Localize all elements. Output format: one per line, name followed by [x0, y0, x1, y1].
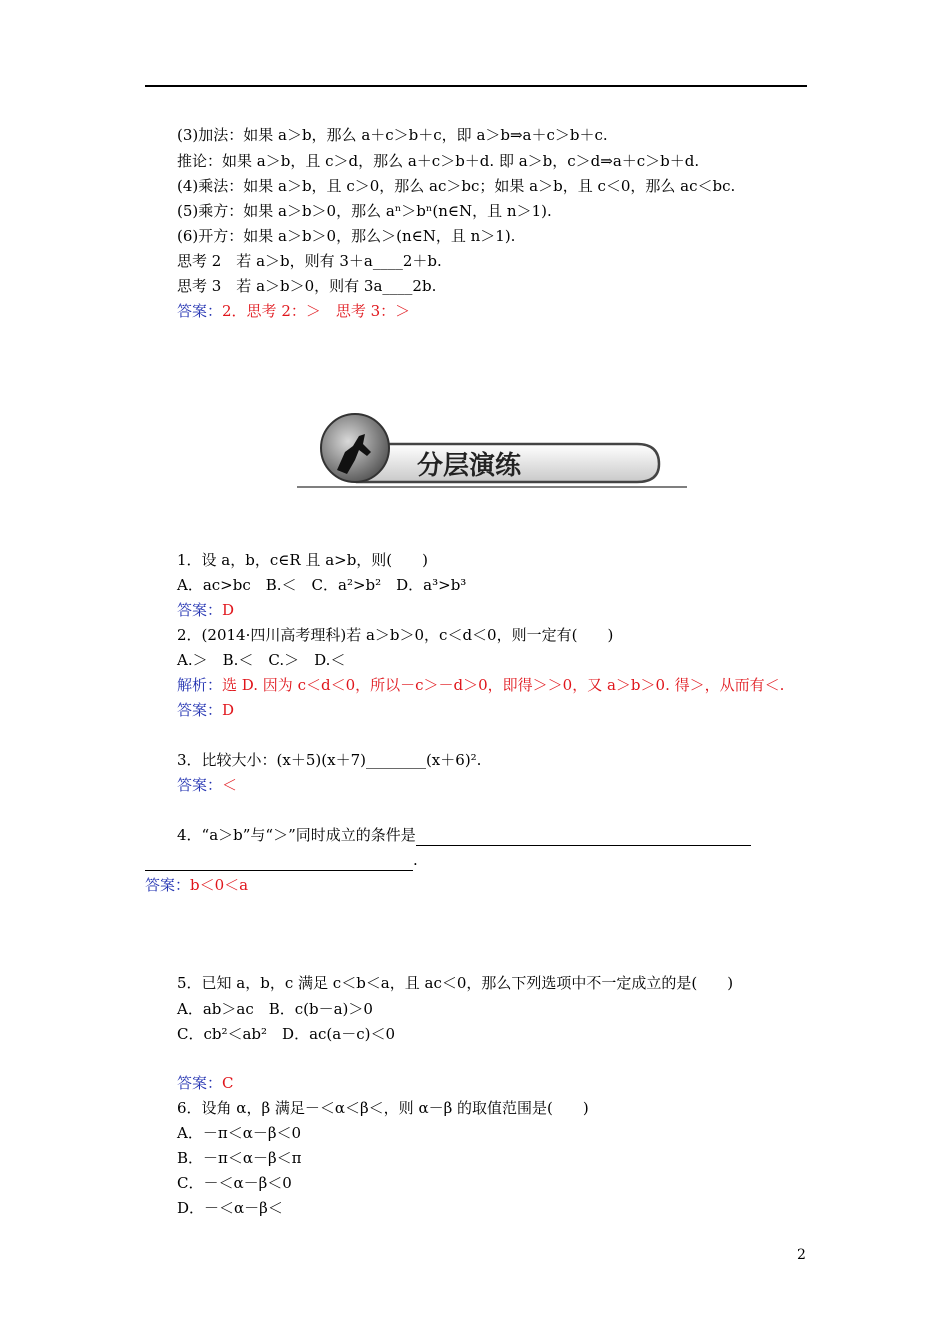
header-rule	[145, 85, 807, 87]
q2-explanation	[177, 675, 784, 695]
q4-blank-cont	[145, 850, 413, 871]
page-number: 2	[797, 1247, 806, 1263]
q4-stem-line	[177, 825, 751, 846]
section-banner	[297, 408, 687, 490]
answer-top	[177, 301, 410, 321]
think-3: 思考 3 若 a＞b＞0，则有 3a____2b.	[177, 277, 437, 295]
q1-answer	[177, 600, 234, 620]
q6-option-b: B．－π＜α－β＜π	[177, 1149, 302, 1167]
q5-answer	[177, 1073, 234, 1093]
q5-options-ab: A．ab＞ac B．c(b－a)＞0	[177, 1000, 373, 1018]
q5-options-cd: C．cb²＜ab² D．ac(a－c)＜0	[177, 1025, 396, 1043]
q4-answer-value: b＜0＜a	[190, 876, 249, 894]
answer-value: 2．思考 2：＞ 思考 3：＞	[222, 302, 411, 320]
rule-corollary: 推论：如果 a＞b，且 c＞d，那么 a＋c＞b＋d. 即 a＞b，c＞d⇒a＋c＞b＋d.	[177, 152, 700, 170]
rule-multiplication: (4)乘法：如果 a＞b，且 c＞0，那么 ac＞bc；如果 a＞b，且 c＜0，那么 ac＜bc.	[177, 177, 736, 195]
q4-answer	[145, 875, 248, 895]
rule-addition: (3)加法：如果 a＞b，那么 a＋c＞b＋c，即 a＞b⇒a＋c＞b＋c.	[177, 126, 608, 144]
q5-stem: 5．已知 a，b，c 满足 c＜b＜a，且 ac＜0，那么下列选项中不一定成立的是( )	[177, 974, 734, 992]
q4-tail: .	[413, 851, 418, 869]
q1-answer-label: 答案：	[177, 601, 223, 619]
q2-answer	[177, 700, 234, 720]
q6-stem: 6．设角 α，β 满足－＜α＜β＜，则 α－β 的取值范围是( )	[177, 1099, 589, 1117]
answer-label: 答案：	[177, 302, 223, 320]
q4-continuation	[145, 850, 418, 871]
rule-root: (6)开方：如果 a＞b＞0，那么＞(n∈N，且 n＞1).	[177, 227, 516, 245]
q2-answer-label: 答案：	[177, 701, 223, 719]
q5-answer-label: 答案：	[177, 1074, 223, 1092]
q3-answer-label: 答案：	[177, 776, 223, 794]
q1-options: A．ac>bc B.＜ C．a²>b² D．a³>b³	[177, 576, 467, 594]
think-2: 思考 2 若 a＞b，则有 3＋a____2＋b.	[177, 252, 442, 270]
q2-options: A.＞ B.＜ C.＞ D.＜	[177, 651, 346, 669]
q3-answer	[177, 775, 237, 795]
q2-answer-value: D	[222, 701, 235, 719]
q6-option-c: C．－＜α－β＜0	[177, 1174, 292, 1192]
q5-answer-value: C	[222, 1074, 234, 1092]
banner-title: 分层演练	[417, 451, 522, 481]
q6-option-a: A．－π＜α－β＜0	[177, 1124, 302, 1142]
rule-power: (5)乘方：如果 a＞b＞0，那么 aⁿ＞bⁿ(n∈N，且 n＞1).	[177, 202, 552, 220]
q2-explanation-text: 选 D. 因为 c＜d＜0，所以－c＞－d＞0，即得＞＞0，又 a＞b＞0. 得＞，从而有＜.	[222, 676, 785, 694]
q3-answer-value: ＜	[222, 776, 238, 794]
q4-stem: 4．“a＞b”与“＞”同时成立的条件是	[177, 826, 416, 844]
q4-blank	[416, 825, 751, 846]
q1-stem: 1．设 a，b，c∈R 且 a>b，则( )	[177, 551, 429, 569]
q2-explanation-label: 解析：	[177, 676, 223, 694]
q4-answer-label: 答案：	[145, 876, 191, 894]
q6-option-d: D．－＜α－β＜	[177, 1199, 283, 1217]
q2-stem: 2．(2014·四川高考理科)若 a＞b＞0，c＜d＜0，则一定有( )	[177, 626, 614, 644]
q1-answer-value: D	[222, 601, 235, 619]
q3-stem: 3．比较大小：(x＋5)(x＋7)________(x＋6)².	[177, 751, 482, 769]
